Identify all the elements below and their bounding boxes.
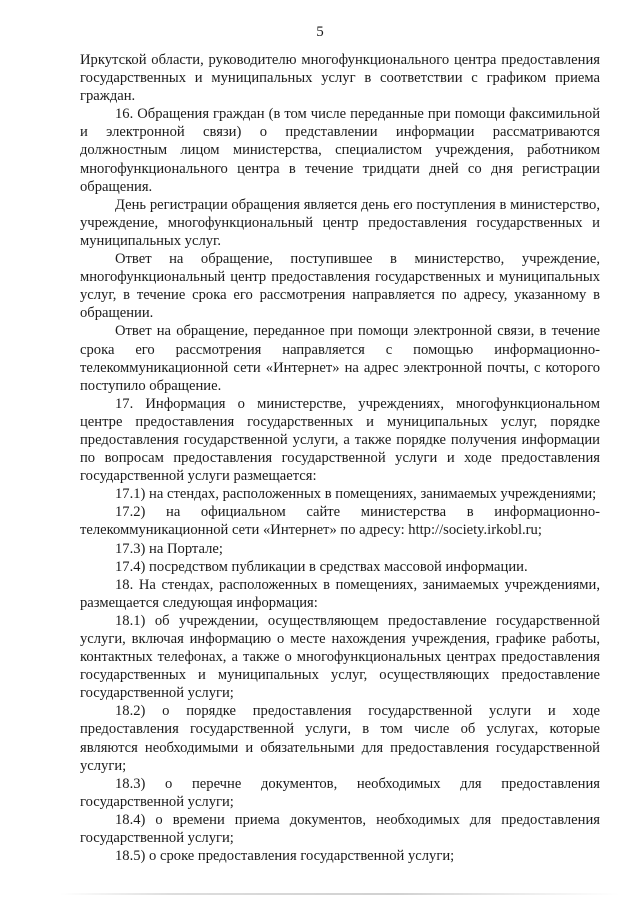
paragraph-18-4: 18.4) о времени приема документов, необходимых для предоставления государственной услуги; bbox=[80, 811, 600, 847]
paragraph-18-3: 18.3) о перечне документов, необходимых для предоставления государственной услуги; bbox=[80, 775, 600, 810]
paragraph-18-2: 18.2) о порядке предоставления государственной услуги и ходе предоставления государственной услуги, в том числе об услугах, которые являются необходимыми и обязательными для предоставления государственной услуги; bbox=[80, 703, 600, 774]
page-number: 5 bbox=[316, 24, 324, 40]
paragraph-17-2: 17.2) на официальном сайте министерства в информационно-телекоммуникационной сети «Интернет» по адресу: http://society.irkobl.ru; bbox=[80, 504, 600, 539]
scan-artifact-line bbox=[60, 893, 620, 895]
paragraph-17: 17. Информация о министерстве, учреждениях, многофункциональном центре предоставления государственных и муниципальных услуг, порядке предоставления государственной услуги, а также порядке получения информации по вопросам предоставления государственной услуги и ходе предоставления государственной услуги размещается: bbox=[80, 395, 600, 485]
paragraph-17-1: 17.1) на стендах, расположенных в помещениях, занимаемых учреждениями; bbox=[115, 486, 597, 503]
paragraph-18: 18. На стендах, расположенных в помещениях, занимаемых учреждениями, размещается следующая информация: bbox=[80, 576, 600, 611]
document-body bbox=[80, 51, 600, 865]
paragraph-reply-electronic: Ответ на обращение, переданное при помощи электронной связи, в течение срока его рассмотрения направляется с помощью информационно-телекоммуникационной сети «Интернет» на адрес электронной почты, с которого поступило обращение. bbox=[80, 323, 600, 394]
paragraph-18-5: 18.5) о сроке предоставления государственной услуги; bbox=[115, 848, 455, 865]
paragraph-17-3: 17.3) на Портале; bbox=[115, 540, 223, 557]
paragraph-registration-day: День регистрации обращения является день его поступления в министерство, учреждение, многофункциональный центр предоставления государственных и муниципальных услуг. bbox=[80, 196, 600, 249]
paragraph-16: 16. Обращения граждан (в том числе переданные при помощи факсимильной и электронной связи) о представлении информации рассматриваются должностным лицом министерства, специалистом учреждения, работником многофункционального центра в течение тридцати дней со дня регистрации обращения. bbox=[80, 106, 600, 195]
paragraph-reply-postal: Ответ на обращение, поступившее в министерство, учреждение, многофункциональный центр предоставления государственных и муниципальных услуг, в течение срока его рассмотрения направляется по адресу, указанному в обращении. bbox=[80, 251, 600, 322]
paragraph-continuation: Иркутской области, руководителю многофункционального центра предоставления государственных и муниципальных услуг в соответствии с графиком приема граждан. bbox=[80, 52, 600, 105]
paragraph-17-4: 17.4) посредством публикации в средствах массовой информации. bbox=[115, 558, 528, 575]
paragraph-18-1: 18.1) об учреждении, осуществляющем предоставление государственной услуги, включая информацию о месте нахождения учреждения, графике работы, контактных телефонах, а также о многофункциональных центрах предоставления государственных и муниципальных услуг, осуществляющих предоставление государственной услуги; bbox=[80, 612, 600, 702]
